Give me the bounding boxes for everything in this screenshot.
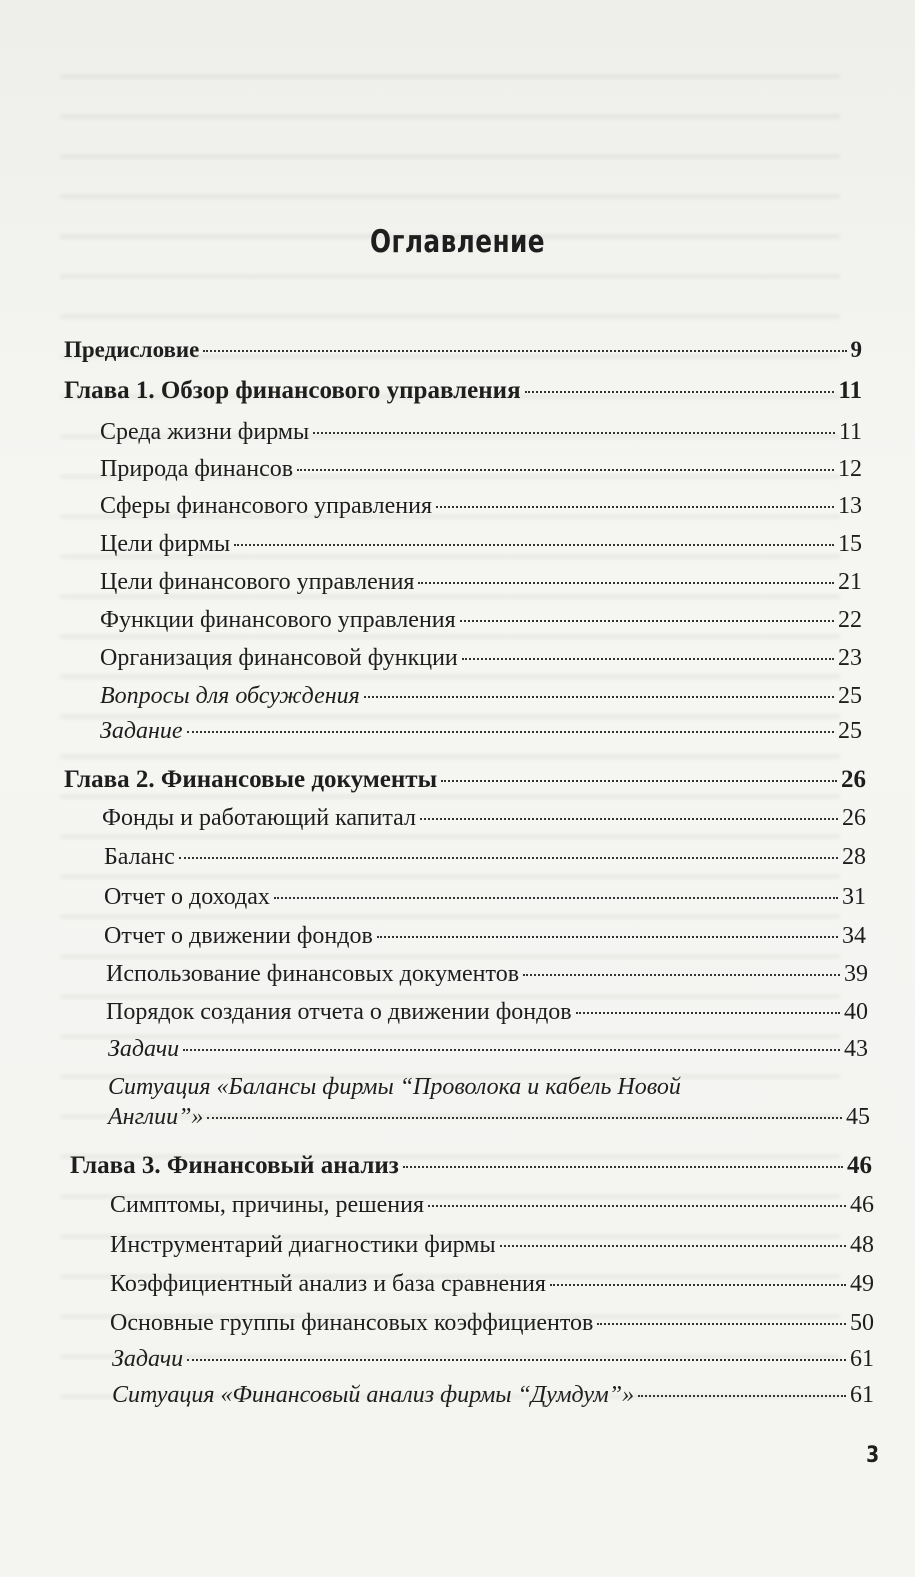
toc-entry-label: Баланс bbox=[104, 844, 175, 870]
toc-entry-label: Основные группы финансовых коэффициентов bbox=[110, 1310, 594, 1336]
dot-leader bbox=[462, 658, 834, 660]
toc-entry bbox=[100, 606, 862, 636]
toc-entry-label: Ситуация «Финансовый анализ фирмы “Думдум”» bbox=[112, 1382, 635, 1408]
toc-entry bbox=[102, 804, 866, 834]
dot-leader bbox=[179, 857, 838, 859]
toc-entry-label: Цели финансового управления bbox=[100, 569, 415, 595]
toc-case-line: Ситуация «Балансы фирмы “Проволока и кабель Новой bbox=[108, 1074, 681, 1100]
page-title: Оглавление bbox=[370, 224, 545, 260]
toc-entry-label: Предисловие bbox=[64, 337, 200, 362]
toc-entry-label: Отчет о движении фондов bbox=[104, 923, 373, 949]
dot-leader bbox=[460, 620, 834, 622]
toc-entry bbox=[104, 843, 866, 873]
toc-entry-label: Коэффициентный анализ и база сравнения bbox=[110, 1271, 546, 1297]
toc-entry-page: 25 bbox=[838, 718, 862, 744]
toc-entry-page: 15 bbox=[838, 531, 862, 557]
dot-leader bbox=[597, 1323, 846, 1325]
toc-entry-page: 25 bbox=[838, 683, 862, 709]
toc-entry bbox=[110, 1231, 874, 1261]
dot-leader bbox=[187, 731, 834, 733]
toc-entry bbox=[112, 1345, 874, 1375]
toc-entry-label: Природа финансов bbox=[100, 456, 294, 482]
toc-entry-page: 61 bbox=[850, 1346, 874, 1372]
toc-entry-label: Отчет о доходах bbox=[104, 884, 270, 910]
toc-entry-page: 46 bbox=[850, 1192, 874, 1218]
toc-entry bbox=[112, 1381, 874, 1411]
dot-leader bbox=[576, 1012, 840, 1014]
dot-leader bbox=[418, 582, 834, 584]
toc-entry-page: 45 bbox=[846, 1104, 870, 1130]
toc-entry-page: 48 bbox=[850, 1232, 874, 1258]
dot-leader bbox=[203, 350, 846, 352]
toc-entry-page: 31 bbox=[842, 884, 866, 910]
toc-chapter-1 bbox=[64, 377, 862, 407]
toc-chapter-2 bbox=[64, 766, 866, 796]
dot-leader bbox=[187, 1359, 846, 1361]
toc-entry-page: 28 bbox=[842, 844, 866, 870]
toc-entry bbox=[104, 883, 866, 913]
toc-entry-page: 40 bbox=[844, 999, 868, 1025]
toc-entry-page: 43 bbox=[844, 1036, 868, 1062]
toc-entry bbox=[100, 530, 862, 560]
dot-leader bbox=[436, 506, 834, 508]
toc-entry bbox=[100, 418, 862, 448]
toc-entry-page: 50 bbox=[850, 1310, 874, 1336]
toc-entry-page: 22 bbox=[838, 607, 862, 633]
toc-entry-label: Инструментарий диагностики фирмы bbox=[110, 1232, 496, 1258]
dot-leader bbox=[500, 1245, 846, 1247]
toc-entry bbox=[110, 1309, 874, 1339]
toc-entry-label: Глава 2. Финансовые документы bbox=[64, 766, 438, 793]
dot-leader bbox=[234, 544, 834, 546]
toc-entry-label: Симптомы, причины, решения bbox=[110, 1192, 424, 1218]
toc-entry-page: 11 bbox=[838, 419, 862, 445]
dot-leader bbox=[313, 432, 835, 434]
toc-entry bbox=[108, 1035, 868, 1065]
toc-entry-page: 23 bbox=[838, 645, 862, 671]
toc-entry-page: 9 bbox=[850, 337, 862, 362]
dot-leader bbox=[297, 469, 834, 471]
toc-entry bbox=[100, 492, 862, 522]
toc-entry bbox=[110, 1191, 874, 1221]
toc-entry-page: 61 bbox=[850, 1382, 874, 1408]
toc-entry-case bbox=[108, 1103, 870, 1133]
toc-entry-label: Фонды и работающий капитал bbox=[102, 805, 417, 831]
toc-entry-label: Задачи bbox=[108, 1036, 180, 1062]
dot-leader bbox=[183, 1049, 840, 1051]
toc-entry-label: Глава 3. Финансовый анализ bbox=[70, 1152, 399, 1179]
toc-entry-label: Использование финансовых документов bbox=[106, 961, 520, 987]
toc-entry-page: 39 bbox=[844, 961, 868, 987]
dot-leader bbox=[274, 897, 838, 899]
toc-entry-label: Задание bbox=[100, 718, 183, 744]
page-number: 3 bbox=[866, 1443, 880, 1468]
toc-entry bbox=[106, 960, 868, 990]
toc-entry-page: 34 bbox=[842, 923, 866, 949]
dot-leader bbox=[377, 936, 838, 938]
dot-leader bbox=[207, 1117, 842, 1119]
toc-entry bbox=[100, 644, 862, 674]
dot-leader bbox=[403, 1166, 843, 1168]
toc-entry-label: Англии”» bbox=[108, 1104, 204, 1130]
toc-entry-label: Организация финансовой функции bbox=[100, 645, 458, 671]
dot-leader bbox=[420, 818, 838, 820]
toc-chapter-3 bbox=[70, 1152, 872, 1182]
toc-entry-label: Цели фирмы bbox=[100, 531, 231, 557]
toc-entry-label: Сферы финансового управления bbox=[100, 493, 433, 519]
dot-leader bbox=[428, 1205, 846, 1207]
toc-entry bbox=[100, 717, 862, 747]
dot-leader bbox=[364, 696, 834, 698]
toc-entry-label: Вопросы для обсуждения bbox=[100, 683, 360, 709]
toc-entry-label: Порядок создания отчета о движении фондов bbox=[106, 999, 572, 1025]
toc-entry-label: Задачи bbox=[112, 1346, 184, 1372]
dot-leader bbox=[525, 391, 835, 393]
toc-entry bbox=[104, 922, 866, 952]
toc-entry bbox=[100, 455, 862, 485]
toc-entry-page: 13 bbox=[838, 493, 862, 519]
toc-entry-label: Глава 1. Обзор финансового управления bbox=[64, 377, 521, 404]
toc-entry-preface bbox=[64, 336, 862, 366]
toc-entry-page: 21 bbox=[838, 569, 862, 595]
dot-leader bbox=[550, 1284, 846, 1286]
dot-leader bbox=[523, 974, 840, 976]
toc-entry-page: 26 bbox=[842, 805, 866, 831]
dot-leader bbox=[441, 780, 837, 782]
toc-entry-page: 49 bbox=[850, 1271, 874, 1297]
toc-entry-label: Среда жизни фирмы bbox=[100, 419, 310, 445]
toc-entry bbox=[110, 1270, 874, 1300]
toc-entry-page: 11 bbox=[838, 377, 862, 404]
toc-entry-page: 46 bbox=[847, 1152, 872, 1179]
toc-entry-page: 26 bbox=[841, 766, 866, 793]
toc-entry bbox=[100, 682, 862, 712]
toc-entry bbox=[100, 568, 862, 598]
dot-leader bbox=[638, 1395, 846, 1397]
toc-entry bbox=[106, 998, 868, 1028]
toc-entry-page: 12 bbox=[838, 456, 862, 482]
toc-entry-label: Функции финансового управления bbox=[100, 607, 456, 633]
